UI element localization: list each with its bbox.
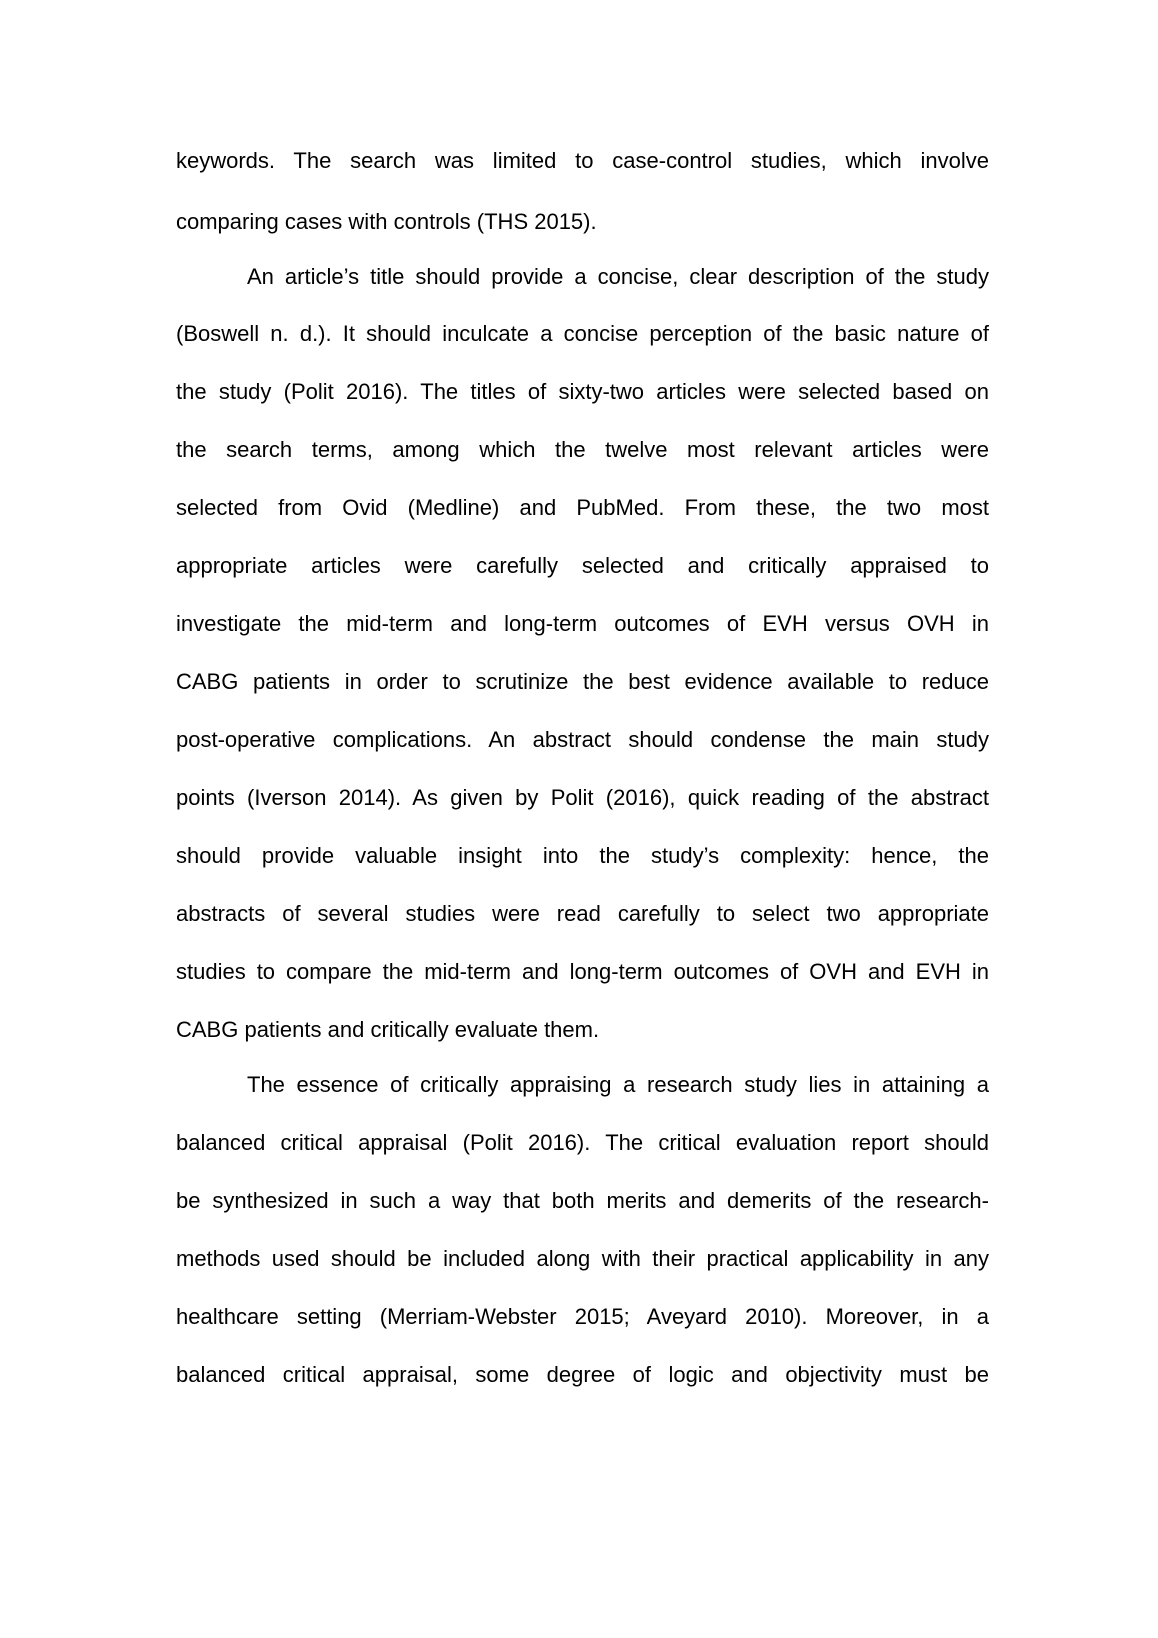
paragraph-3-line-3: be synthesized in such a way that both merits and demerits of the research- <box>176 1188 989 1213</box>
paragraph-2-line-1: An article’s title should provide a concise, clear description of the study <box>247 264 989 289</box>
paragraph-2-line-2: (Boswell n. d.). It should inculcate a concise perception of the basic nature of <box>176 321 989 346</box>
paragraph-2-line-9: post-operative complications. An abstract should condense the main study <box>176 727 989 752</box>
paragraph-2-line-6: appropriate articles were carefully selected and critically appraised to <box>176 553 989 578</box>
paragraph-2-line-4: the search terms, among which the twelve most relevant articles were <box>176 437 989 462</box>
paragraph-2-line-8: CABG patients in order to scrutinize the best evidence available to reduce <box>176 669 989 694</box>
paragraph-3-line-6: balanced critical appraisal, some degree of logic and objectivity must be <box>176 1362 989 1387</box>
paragraph-2-line-11: should provide valuable insight into the study’s complexity: hence, the <box>176 843 989 868</box>
paragraph-2-line-12: abstracts of several studies were read carefully to select two appropriate <box>176 901 989 926</box>
paragraph-2-line-7: investigate the mid-term and long-term outcomes of EVH versus OVH in <box>176 611 989 636</box>
paragraph-3-line-1: The essence of critically appraising a research study lies in attaining a <box>247 1072 989 1097</box>
paragraph-1-line-2: comparing cases with controls (THS 2015). <box>176 209 597 234</box>
paragraph-2-line-5: selected from Ovid (Medline) and PubMed. From these, the two most <box>176 495 989 520</box>
body-text <box>176 141 989 1413</box>
paragraph-3-line-4: methods used should be included along with their practical applicability in any <box>176 1246 989 1271</box>
paragraph-3-line-2: balanced critical appraisal (Polit 2016). The critical evaluation report should <box>176 1130 989 1155</box>
paragraph-2-line-3: the study (Polit 2016). The titles of sixty-two articles were selected based on <box>176 379 989 404</box>
paragraph-1-line-1: keywords. The search was limited to case-control studies, which involve <box>176 148 989 173</box>
paragraph-3-line-5: healthcare setting (Merriam-Webster 2015; Aveyard 2010). Moreover, in a <box>176 1304 989 1329</box>
paragraph-2-line-10: points (Iverson 2014). As given by Polit (2016), quick reading of the abstract <box>176 785 989 810</box>
paragraph-2-line-14: CABG patients and critically evaluate them. <box>176 1017 600 1042</box>
paragraph-2-line-13: studies to compare the mid-term and long-term outcomes of OVH and EVH in <box>176 959 989 984</box>
